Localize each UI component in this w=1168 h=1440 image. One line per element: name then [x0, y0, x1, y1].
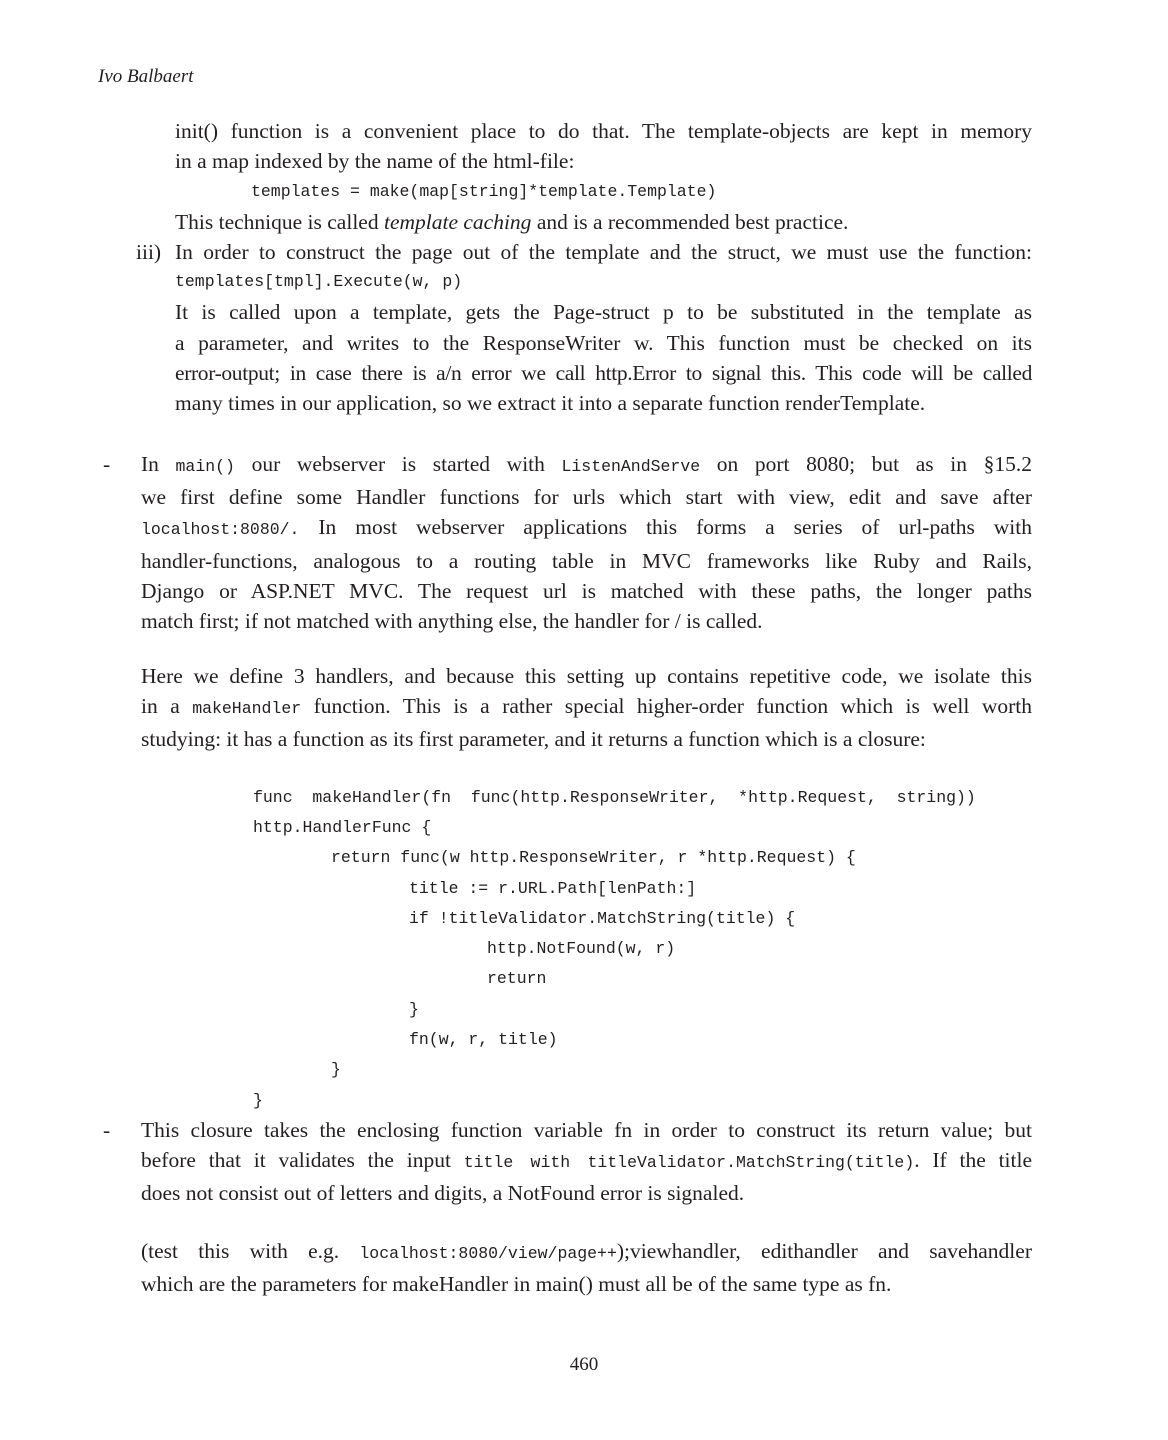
text-line: we first define some Handler functions for urls which start with view, edit and save after — [141, 485, 1032, 510]
text-line: This closure takes the enclosing function variable fn in order to construct its return value; but — [141, 1118, 1032, 1142]
text-line: init() function is a convenient place to do that. The template-objects are kept in memory — [175, 119, 1032, 143]
code-line: http.NotFound(w, r) — [487, 939, 676, 958]
text-line: match first; if not matched with anything else, the handler for / is called. — [141, 609, 763, 634]
code-line: } — [331, 1060, 341, 1079]
code-main: main() — [175, 457, 235, 476]
text-line: Django or ASP.NET MVC. The request url is matched with these paths, the longer paths — [141, 578, 1032, 603]
code-makehandler: makeHandler — [192, 699, 302, 719]
code-localhost-view: localhost:8080/view/page++ — [359, 1244, 617, 1263]
paragraph-handlers — [141, 661, 1032, 755]
code-line: return func(w http.ResponseWriter, r *http.Request) { — [331, 848, 856, 867]
text-line: in a map indexed by the name of the html-file: — [175, 149, 575, 174]
text-line: error-output; in case there is a/n error we call http.Error to signal this. This code will be called — [175, 360, 1032, 385]
text-span: . If the title — [914, 1148, 1033, 1173]
text-line: does not consist out of letters and digits, a NotFound error is signaled. — [141, 1181, 745, 1206]
code-templates-make: templates = make(map[string]*template.Template) — [251, 182, 717, 201]
code-line: http.HandlerFunc { — [253, 818, 432, 837]
text-line: studying: it has a function as its first parameter, and it returns a function which is a closure: — [141, 727, 926, 752]
code-line: func makeHandler(fn func(http.ResponseWriter, *http.Request, string)) — [253, 788, 976, 807]
text-span: in a — [141, 694, 193, 719]
bullet-marker: - — [103, 452, 111, 476]
text-line: In order to construct the page out of the template and the struct, we must use the function: — [175, 240, 1032, 264]
text-line: Here we define 3 handlers, and because this setting up contains repetitive code, we isolate this — [141, 664, 1032, 688]
paragraph-test — [141, 1236, 1032, 1299]
text-span: In most webserver applications this forms a series of url-paths with — [299, 515, 1032, 540]
text-line: a parameter, and writes to the ResponseWriter w. This function must be checked on its — [175, 330, 1032, 355]
text-span: our webserver is started with — [234, 452, 562, 476]
paragraph-template-objects — [175, 116, 1032, 176]
running-head-author: Ivo Balbaert — [98, 66, 194, 87]
text-span: on port 8080; but as in §15.2 — [700, 452, 1032, 476]
code-line: if !titleValidator.MatchString(title) { — [409, 909, 796, 928]
bullet-closure — [141, 1115, 1032, 1209]
text-span: and is a recommended best practice. — [531, 210, 849, 234]
bullet-main-webserver — [141, 449, 1032, 636]
text-line: which are the parameters for makeHandler in main() must all be of the same type as fn. — [141, 1272, 892, 1297]
code-line: return — [487, 969, 547, 988]
code-line: fn(w, r, title) — [409, 1030, 558, 1049]
paragraph-template-caching — [175, 207, 1032, 237]
text-span: This technique is called — [175, 210, 384, 234]
bullet-marker: - — [103, 1118, 111, 1142]
list-marker-iii: iii) — [136, 240, 162, 264]
code-localhost: localhost:8080/. — [141, 520, 300, 540]
text-span: );viewhandler, edithandler and savehandler — [616, 1239, 1032, 1263]
text-span: before that it validates the input — [141, 1148, 464, 1173]
list-item-iii — [175, 237, 1032, 418]
text-span: (test this with e.g. — [141, 1239, 360, 1263]
code-line: } — [253, 1091, 263, 1110]
code-listenandserve: ListenAndServe — [561, 457, 701, 476]
text-span: function. This is a rather special higher-order function which is well worth — [301, 694, 1032, 719]
text-line: many times in our application, so we extract it into a separate function renderTemplate. — [175, 391, 926, 416]
page-number: 460 — [569, 1354, 599, 1375]
code-line: } — [409, 1000, 419, 1019]
code-title-validator: title with titleValidator.MatchString(title) — [463, 1153, 915, 1173]
code-execute: templates[tmpl].Execute(w, p) — [175, 272, 463, 292]
text-span: In — [141, 452, 176, 476]
text-line: It is called upon a template, gets the Page-struct p to be substituted in the template as — [175, 300, 1032, 325]
text-line: handler-functions, analogous to a routing table in MVC frameworks like Ruby and Rails, — [141, 548, 1032, 573]
emphasis-template-caching: template caching — [383, 210, 532, 234]
code-line: title := r.URL.Path[lenPath:] — [409, 879, 697, 898]
